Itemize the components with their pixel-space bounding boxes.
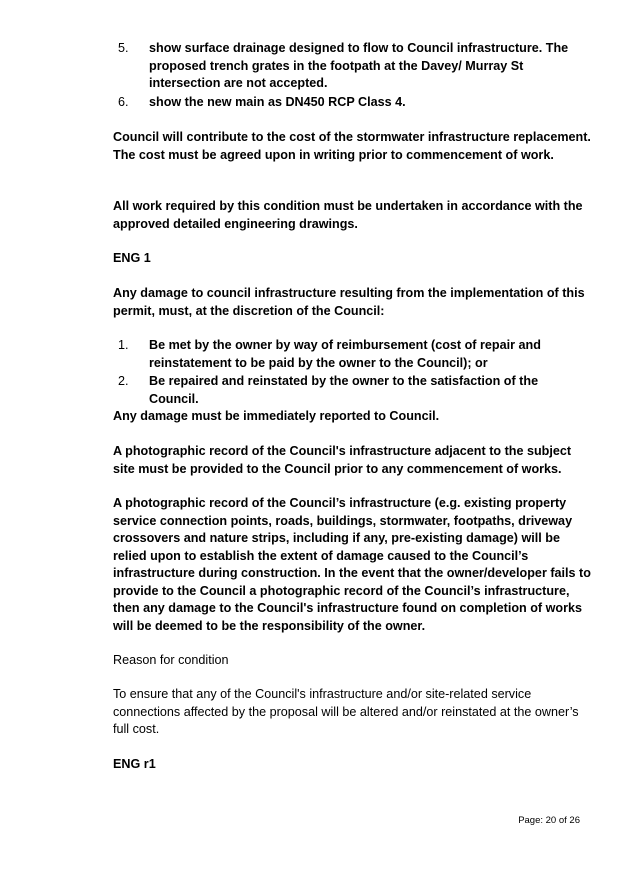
list-text: show the new main as DN450 RCP Class 4. [149, 95, 406, 109]
damage-report-paragraph: Any damage must be immediately reported to Council. [113, 409, 440, 423]
list-item-5 [118, 40, 588, 93]
list-text: show surface drainage designed to flow to Council infrastructure. The proposed trench grates in the footpath at the Davey/ Murray St intersection are not accepted. [149, 41, 569, 90]
page-number-footer: Page: 20 of 26 [518, 815, 580, 826]
list-item-1 [118, 337, 588, 372]
list-number: 1. [118, 338, 129, 352]
list-text: Be repaired and reinstated by the owner to the satisfaction of the Council. [149, 374, 539, 406]
list-number: 2. [118, 374, 129, 388]
damage-intro-paragraph: Any damage to council infrastructure resulting from the implementation of this permit, must, at the discretion of the Council: [113, 286, 585, 318]
list-number: 6. [118, 95, 129, 109]
council-contribution-paragraph: Council will contribute to the cost of the stormwater infrastructure replacement. The cost must be agreed upon in writing prior to commencement of work. [113, 130, 591, 162]
list-item-2 [118, 373, 588, 408]
photo-record-paragraph-2: A photographic record of the Council’s infrastructure (e.g. existing property service connection points, roads, buildings, stormwater, footpaths, driveway crossovers and nature strips, including if any, pre-existing damage) will be relied upon to establish the extent of damage caused to the Council’s infrastructure during construction. In the event that the owner/developer fails to provide to the Council a photographic record of the Council’s infrastructure, then any damage to the Council's infrastructure found on completion of works will be deemed to be the responsibility of the owner. [113, 496, 591, 633]
reason-paragraph: To ensure that any of the Council's infrastructure and/or site-related service connections affected by the proposal will be altered and/or reinstated at the owner’s full cost. [113, 687, 579, 736]
reason-heading: Reason for condition [113, 653, 229, 667]
eng1-heading: ENG 1 [113, 251, 151, 265]
list-number: 5. [118, 41, 129, 55]
photo-record-paragraph-1: A photographic record of the Council's infrastructure adjacent to the subject site must be provided to the Council prior to any commencement of works. [113, 444, 572, 476]
engr1-heading: ENG r1 [113, 757, 156, 771]
list-text: Be met by the owner by way of reimbursement (cost of repair and reinstatement to be paid by the owner to the Council); or [149, 338, 541, 370]
work-required-paragraph: All work required by this condition must be undertaken in accordance with the approved detailed engineering drawings. [113, 199, 583, 231]
list-item-6 [118, 94, 588, 112]
